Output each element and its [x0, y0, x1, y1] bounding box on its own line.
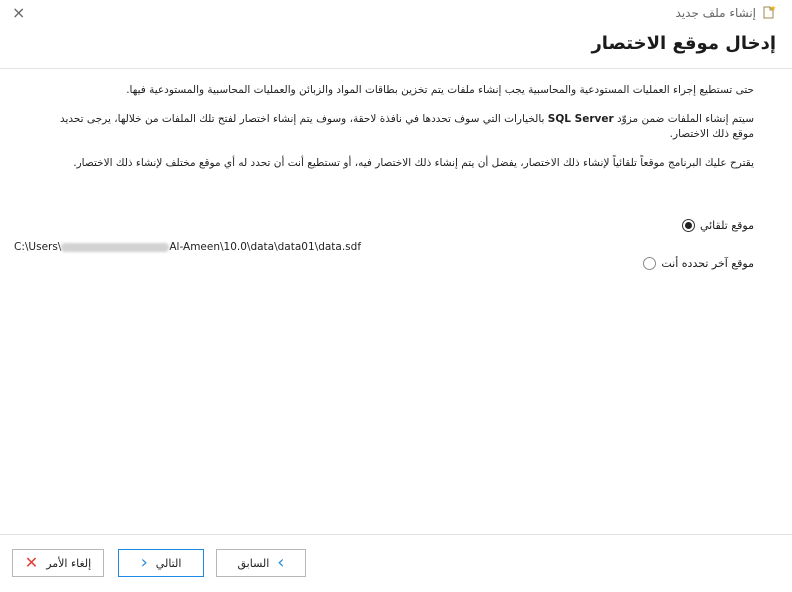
window-title-group: [676, 5, 776, 20]
instruction-paragraph-1: حتى تستطيع إجراء العمليات المستودعية والمحاسبية يجب إنشاء ملفات يتم تخزين بطاقات المواد والزبائن والعمليات المحاسبية والمستودعية فيها.: [126, 84, 754, 96]
page-title: إدخال موقع الاختصار: [591, 33, 776, 54]
close-icon[interactable]: ×: [12, 3, 26, 22]
divider-top: [0, 68, 792, 69]
cancel-button[interactable]: [12, 549, 104, 577]
next-button-label: التالي: [155, 556, 182, 570]
chevron-left-icon: ‹: [277, 552, 285, 573]
radio-auto-label: موقع تلقائي: [699, 219, 754, 232]
radio-custom-location[interactable]: [643, 257, 754, 270]
instruction-paragraph-2: [48, 112, 754, 142]
path-suffix: Al-Ameen\10.0\data\data01\data.sdf: [169, 241, 362, 253]
cancel-x-icon: ✕: [24, 553, 39, 572]
chevron-right-icon: ›: [140, 552, 148, 573]
instruction-paragraph-3: يقترح عليك البرنامج موقعاً تلقائياً لإنشاء ذلك الاختصار، يفضل أن يتم إنشاء ذلك الاختصار فيه، أو تستطيع أنت أن تحدد له أي موقع مختلف لإنشاء ذلك الاختصار.: [73, 157, 754, 169]
next-button[interactable]: [118, 549, 204, 577]
sql-server-text: SQL Server: [547, 113, 614, 125]
paragraph-2-text-a: سيتم إنشاء الملفات ضمن مزوّد: [613, 113, 754, 125]
redacted-username: [61, 243, 169, 252]
back-button-label: السابق: [237, 556, 270, 570]
cancel-button-label: إلغاء الأمر: [46, 556, 92, 570]
window-title: إنشاء ملف جديد: [675, 5, 756, 20]
radio-button-custom[interactable]: [643, 257, 656, 270]
radio-auto-location[interactable]: [682, 219, 754, 232]
radio-dot: [685, 222, 692, 229]
shortcut-path: [14, 241, 361, 253]
paragraph-2-text-b: بالخيارات التي سوف تحددها في نافذة لاحقة، وسوف يتم إنشاء اختصار لفتح تلك الملفات من خلالها، يرجى تحديد موقع ذلك الاختصار.: [59, 113, 754, 140]
divider-bottom: [0, 534, 792, 535]
title-bar: [0, 0, 792, 28]
path-prefix: C:\Users\: [14, 241, 62, 253]
instructions: [48, 83, 754, 185]
radio-button-auto[interactable]: [682, 219, 695, 232]
radio-custom-label: موقع آخر تحدده أنت: [661, 257, 754, 270]
new-file-icon: [762, 5, 776, 20]
back-button[interactable]: [216, 549, 306, 577]
